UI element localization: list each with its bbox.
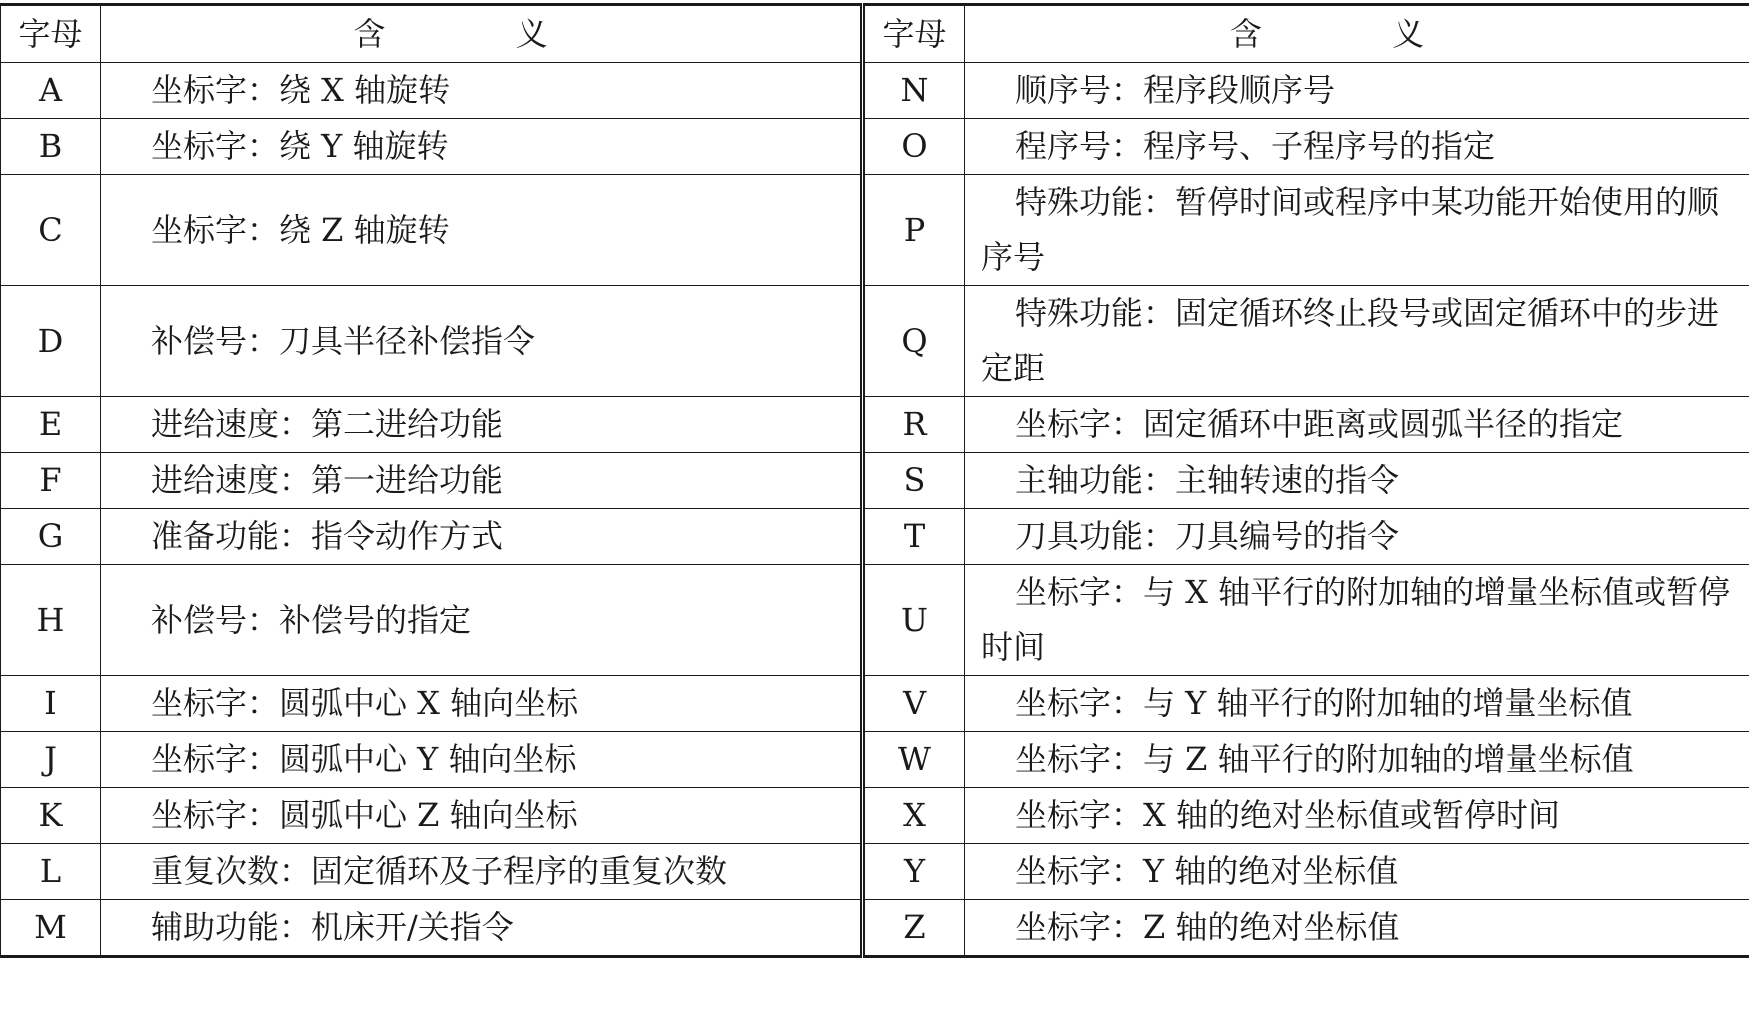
meaning-cell-left-text: 辅助功能：机床开/关指令 bbox=[151, 908, 514, 946]
meaning-cell-right-text: 坐标字：Z 轴的绝对坐标值 bbox=[1015, 908, 1400, 946]
letter-cell-right: Y bbox=[863, 844, 965, 900]
meaning-cell-left bbox=[101, 453, 863, 509]
letter-cell-right: O bbox=[863, 119, 965, 175]
meaning-cell-right bbox=[965, 676, 1749, 732]
letter-cell-right: W bbox=[863, 732, 965, 788]
letter-cell-right: T bbox=[863, 509, 965, 565]
letter-cell-left: F bbox=[1, 453, 101, 509]
meaning-cell-right-text: 特殊功能：暂停时间或程序中某功能开始使用的顺序号 bbox=[981, 183, 1720, 276]
header-letter-right bbox=[863, 5, 965, 63]
meaning-cell-left bbox=[101, 286, 863, 397]
meaning-cell-left-text: 坐标字：圆弧中心 X 轴向坐标 bbox=[151, 684, 579, 722]
letter-cell-left: J bbox=[1, 732, 101, 788]
table-header-row bbox=[1, 5, 1749, 63]
meaning-cell-right-text: 程序号：程序号、子程序号的指定 bbox=[1015, 127, 1496, 165]
meaning-cell-right bbox=[965, 63, 1749, 119]
meaning-cell-right bbox=[965, 732, 1749, 788]
letter-cell-left: K bbox=[1, 788, 101, 844]
letter-cell-left: B bbox=[1, 119, 101, 175]
table-row bbox=[1, 900, 1749, 957]
letter-cell-right: N bbox=[863, 63, 965, 119]
meaning-cell-right bbox=[965, 509, 1749, 565]
header-letter-left bbox=[1, 5, 101, 63]
table-row bbox=[1, 453, 1749, 509]
letter-cell-right: Q bbox=[863, 286, 965, 397]
meaning-cell-left bbox=[101, 676, 863, 732]
meaning-cell-left-text: 准备功能：指令动作方式 bbox=[151, 517, 504, 555]
letter-cell-right: U bbox=[863, 565, 965, 676]
meaning-cell-right-text: 顺序号：程序段顺序号 bbox=[1015, 71, 1336, 109]
meaning-cell-left bbox=[101, 397, 863, 453]
header-meaning-right-text: 含 义 bbox=[1229, 14, 1485, 53]
meaning-cell-right-text: 坐标字：与 Y 轴平行的附加轴的增量坐标值 bbox=[1015, 684, 1633, 722]
table-row bbox=[1, 565, 1749, 676]
table-row bbox=[1, 844, 1749, 900]
header-meaning-right bbox=[965, 5, 1749, 63]
meaning-cell-right bbox=[965, 900, 1749, 957]
header-letter-right-text: 字母 bbox=[882, 14, 947, 53]
meaning-cell-left bbox=[101, 844, 863, 900]
header-meaning-left bbox=[101, 5, 863, 63]
meaning-cell-left bbox=[101, 63, 863, 119]
meaning-cell-left-text: 重复次数：固定循环及子程序的重复次数 bbox=[151, 852, 728, 890]
meaning-cell-right-text: 坐标字：X 轴的绝对坐标值或暂停时间 bbox=[1015, 796, 1560, 834]
meaning-cell-left bbox=[101, 509, 863, 565]
meaning-cell-right bbox=[965, 453, 1749, 509]
meaning-cell-left-text: 坐标字：圆弧中心 Z 轴向坐标 bbox=[151, 796, 578, 834]
letter-cell-right: X bbox=[863, 788, 965, 844]
letter-cell-left: C bbox=[1, 175, 101, 286]
meaning-cell-left-text: 进给速度：第一进给功能 bbox=[151, 461, 504, 499]
meaning-cell-right-text: 主轴功能：主轴转速的指令 bbox=[1015, 461, 1400, 499]
header-letter-left-text: 字母 bbox=[18, 14, 83, 53]
letter-cell-left: D bbox=[1, 286, 101, 397]
meaning-cell-right bbox=[965, 397, 1749, 453]
table-row bbox=[1, 119, 1749, 175]
meaning-cell-right-text: 刀具功能：刀具编号的指令 bbox=[1015, 517, 1400, 555]
letter-cell-left: E bbox=[1, 397, 101, 453]
letter-cell-left: I bbox=[1, 676, 101, 732]
meaning-cell-left bbox=[101, 900, 863, 957]
meaning-cell-right bbox=[965, 844, 1749, 900]
letter-cell-right: P bbox=[863, 175, 965, 286]
meaning-cell-left-text: 补偿号：刀具半径补偿指令 bbox=[151, 321, 536, 360]
table-row bbox=[1, 63, 1749, 119]
meaning-cell-left bbox=[101, 175, 863, 286]
meaning-cell-left-text: 坐标字：圆弧中心 Y 轴向坐标 bbox=[151, 740, 577, 778]
letter-cell-left: L bbox=[1, 844, 101, 900]
letter-cell-right: R bbox=[863, 397, 965, 453]
meaning-cell-right-text: 坐标字：与 X 轴平行的附加轴的增量坐标值或暂停时间 bbox=[981, 573, 1731, 666]
header-meaning-left-text: 含 义 bbox=[353, 14, 608, 53]
meaning-cell-right bbox=[965, 175, 1749, 286]
meaning-cell-left bbox=[101, 119, 863, 175]
meaning-cell-left bbox=[101, 732, 863, 788]
table-body bbox=[1, 63, 1749, 957]
meaning-cell-right-text: 坐标字：与 Z 轴平行的附加轴的增量坐标值 bbox=[1015, 740, 1634, 778]
meaning-cell-right-text: 坐标字：Y 轴的绝对坐标值 bbox=[1015, 852, 1399, 890]
meaning-cell-left-text: 进给速度：第二进给功能 bbox=[151, 405, 504, 443]
table-row bbox=[1, 286, 1749, 397]
letter-cell-right: Z bbox=[863, 900, 965, 957]
meaning-cell-right bbox=[965, 286, 1749, 397]
letter-cell-right: V bbox=[863, 676, 965, 732]
meaning-cell-left bbox=[101, 565, 863, 676]
meaning-cell-left-text: 坐标字：绕 Y 轴旋转 bbox=[151, 127, 449, 165]
table-row bbox=[1, 732, 1749, 788]
letter-cell-left: G bbox=[1, 509, 101, 565]
meaning-cell-left-text: 坐标字：绕 X 轴旋转 bbox=[151, 71, 451, 109]
meaning-cell-left bbox=[101, 788, 863, 844]
letter-cell-right: S bbox=[863, 453, 965, 509]
table-row bbox=[1, 676, 1749, 732]
letter-cell-left: M bbox=[1, 900, 101, 957]
meaning-cell-left-text: 坐标字：绕 Z 轴旋转 bbox=[151, 210, 450, 249]
meaning-cell-right bbox=[965, 119, 1749, 175]
letter-cell-left: A bbox=[1, 63, 101, 119]
table-row bbox=[1, 175, 1749, 286]
meaning-cell-right-text: 坐标字：固定循环中距离或圆弧半径的指定 bbox=[1015, 405, 1624, 443]
letter-cell-left: H bbox=[1, 565, 101, 676]
table-row bbox=[1, 509, 1749, 565]
meaning-cell-right bbox=[965, 788, 1749, 844]
meaning-cell-right-text: 特殊功能：固定循环终止段号或固定循环中的步进定距 bbox=[981, 294, 1720, 387]
table-row bbox=[1, 788, 1749, 844]
meaning-cell-right bbox=[965, 565, 1749, 676]
table-row bbox=[1, 397, 1749, 453]
meaning-cell-left-text: 补偿号：补偿号的指定 bbox=[151, 600, 472, 639]
address-code-table bbox=[0, 3, 1749, 958]
